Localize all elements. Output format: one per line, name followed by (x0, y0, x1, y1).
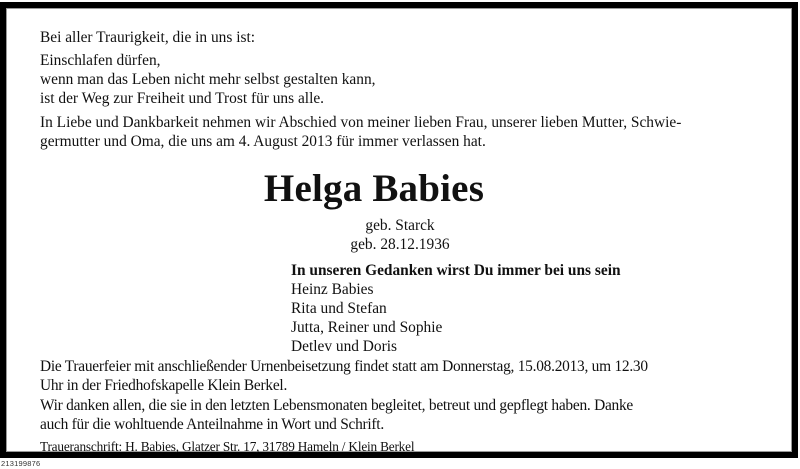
obituary-content (40, 28, 780, 455)
birth-name: geb. Starck (365, 217, 435, 234)
deceased-name: Helga Babies (263, 167, 485, 210)
family-motto: In unseren Gedanken wirst Du immer bei uns sein (291, 262, 621, 279)
birth-date: geb. 28.12.1936 (350, 236, 450, 253)
poem-line: ist der Weg zur Freiheit und Trost für uns alle. (40, 90, 325, 107)
thanks-line: Wir danken allen, die sie in den letzten Lebensmonaten begleitet, betreut und gepflegt haben. Danke (40, 396, 634, 414)
thanks-line: auch für die wohltuende Anteilnahme in Wort und Schrift. (40, 415, 384, 433)
farewell-line: germutter und Oma, die uns am 4. August 2013 für immer verlassen hat. (40, 133, 486, 150)
poem-line: Einschlafen dürfen, (40, 52, 161, 69)
funeral-line: Die Trauerfeier mit anschließender Urnenbeisetzung findet statt am Donnerstag, 15.08.2013, um 12.30 (40, 358, 648, 375)
funeral-line: Uhr in der Friedhofskapelle Klein Berkel. (40, 377, 288, 395)
family-member: Jutta, Reiner und Sophie (291, 319, 443, 336)
family-member: Heinz Babies (291, 281, 374, 298)
obituary-notice-frame (0, 2, 798, 458)
family-member: Detlev und Doris (291, 338, 398, 355)
farewell-text (40, 113, 780, 151)
reference-id: 213199876 (1, 459, 41, 468)
mourning-address: Traueranschrift: H. Babies, Glatzer Str. 17, 31789 Hameln / Klein Berkel (40, 439, 415, 455)
family-member: Rita und Stefan (291, 300, 387, 317)
family-block (291, 261, 621, 356)
poem-line: wenn man das Leben nicht mehr selbst gestalten kann, (40, 71, 376, 88)
farewell-line: In Liebe und Dankbarkeit nehmen wir Abschied von meiner lieben Frau, unserer lieben Mutter, Schwie- (40, 114, 682, 131)
closing-block (40, 357, 648, 456)
poem (40, 51, 780, 108)
intro-line: Bei aller Traurigkeit, die in uns ist: (40, 29, 256, 46)
